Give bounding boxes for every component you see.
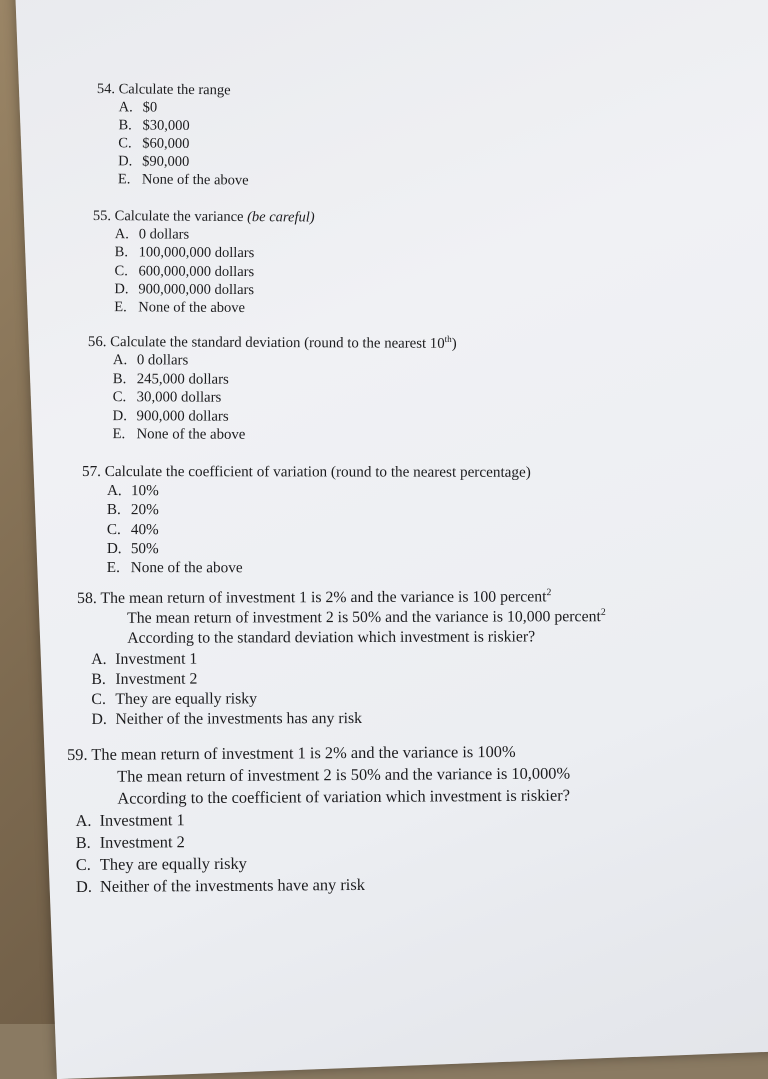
question-55 [92, 207, 314, 318]
question-56 [87, 333, 456, 445]
option-c: C. 30,000 dollars [112, 389, 222, 406]
option-b: B. 100,000,000 dollars [114, 244, 255, 262]
option-b: B. 245,000 dollars [112, 370, 229, 388]
question-stem-line: The mean return of investment 2 is 50% and the variance is 10,000 percent$^2$ [127, 607, 606, 628]
option-d: D. 900,000,000 dollars [114, 280, 255, 298]
question-stem-line: According to the coefficient of variation which investment is riskier? [117, 785, 571, 808]
option-e: E. None of the above [114, 299, 246, 317]
option-a: A. 10% [106, 482, 159, 500]
question-stem: 56. Calculate the standard deviation (round to the nearest 10th) [87, 333, 457, 352]
option-b: B. Investment 2 [75, 832, 185, 852]
question-58 [77, 587, 606, 730]
option-d: D. Neither of the investments has any risk [91, 710, 363, 729]
option-b: B. 20% [106, 501, 159, 519]
question-59 [67, 740, 571, 898]
option-e: E. None of the above [112, 426, 246, 443]
option-c: C. $60,000 [118, 135, 190, 152]
option-e: E. None of the above [117, 171, 249, 189]
option-a: A. 0 dollars [114, 226, 190, 243]
option-c: C. 40% [106, 520, 159, 538]
option-d: D. Neither of the investments have any risk [75, 874, 365, 896]
question-stem: 59. The mean return of investment 1 is 2% and the variance is 100% [67, 741, 516, 764]
option-b: B. Investment 2 [91, 670, 198, 688]
option-a: A. $0 [118, 99, 158, 116]
question-54 [96, 80, 250, 190]
option-c: C. 600,000,000 dollars [114, 262, 255, 280]
option-c: C. They are equally risky [75, 853, 247, 874]
option-a: A. Investment 1 [91, 650, 198, 668]
question-stem: 57. Calculate the coefficient of variation (round to the nearest percentage) [81, 463, 531, 481]
question-57 [82, 462, 531, 578]
option-c: C. They are equally risky [91, 690, 258, 708]
option-d: D. 50% [106, 539, 159, 557]
option-a: A. Investment 1 [75, 810, 185, 830]
option-b: B. $30,000 [118, 117, 190, 134]
option-d: D. $90,000 [118, 153, 190, 170]
question-stem: 55. Calculate the variance (be careful) [92, 207, 315, 226]
question-stem: 58. The mean return of investment 1 is 2% and the variance is 100 percent$^2$ [77, 587, 552, 607]
option-e: E. None of the above [106, 559, 243, 577]
option-a: A. 0 dollars [112, 352, 189, 369]
question-stem-line: The mean return of investment 2 is 50% and the variance is 10,000% [117, 763, 571, 786]
question-stem-line: According to the standard deviation which investment is riskier? [127, 628, 536, 648]
option-d: D. 900,000 dollars [112, 407, 229, 425]
question-stem: 54. Calculate the range [96, 80, 231, 99]
